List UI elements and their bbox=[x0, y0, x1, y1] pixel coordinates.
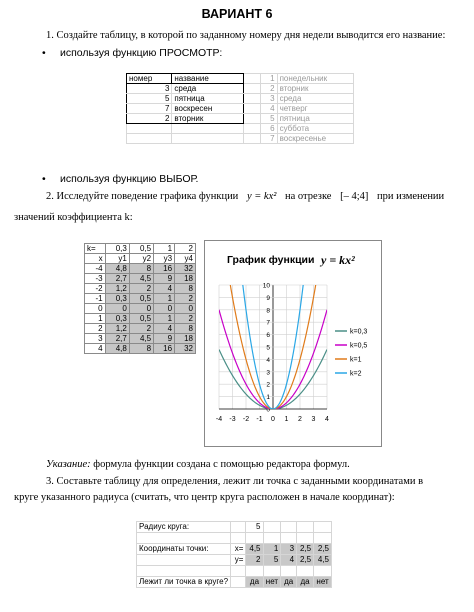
answer-cell: да bbox=[297, 577, 314, 588]
task2-text-c: при изменении bbox=[377, 191, 445, 202]
table-row bbox=[85, 324, 196, 334]
circle-table bbox=[136, 521, 332, 588]
legend-label: k=2 bbox=[350, 370, 362, 378]
answer-cell: нет bbox=[314, 577, 332, 588]
empty-cell bbox=[172, 124, 244, 134]
y-cell: 2,7 bbox=[105, 274, 129, 284]
x-tick-label: 0 bbox=[271, 416, 275, 423]
day-number-cell: 3 bbox=[127, 84, 172, 94]
x-cell: -1 bbox=[85, 294, 106, 304]
radius-value: 5 bbox=[246, 522, 263, 533]
day-number-cell: 2 bbox=[127, 114, 172, 124]
task2-text-b: на отрезке bbox=[285, 191, 332, 202]
legend-label: k=0,5 bbox=[350, 342, 368, 350]
task1-bullet-lookup: • используя функцию ПРОСМОТР: bbox=[60, 47, 222, 59]
y-tick-label: 3 bbox=[266, 369, 270, 377]
empty-cell bbox=[246, 533, 263, 544]
list-day-name: воскресенье bbox=[277, 134, 353, 144]
y-cell: 2,7 bbox=[105, 334, 129, 344]
y-tick-label: 1 bbox=[266, 394, 270, 402]
chart-title-formula: y = kx² bbox=[321, 253, 355, 267]
empty-cell bbox=[244, 74, 261, 84]
task2-interval: [– 4;4] bbox=[340, 191, 369, 202]
table-row bbox=[127, 74, 354, 84]
y-cell: 18 bbox=[175, 334, 196, 344]
y-label: y= bbox=[231, 555, 246, 566]
table-row bbox=[127, 134, 354, 144]
empty-cell bbox=[231, 577, 246, 588]
y-cell: 2 bbox=[129, 324, 153, 334]
y-cell: 4,8 bbox=[105, 264, 129, 274]
header-cell: y2 bbox=[129, 254, 153, 264]
list-day-name: пятница bbox=[277, 114, 353, 124]
table-row bbox=[127, 84, 354, 94]
empty-cell bbox=[263, 522, 281, 533]
x-label: x= bbox=[231, 544, 246, 555]
x-cell: 0 bbox=[85, 304, 106, 314]
y-cell: 4,8 bbox=[105, 344, 129, 354]
x-tick-label: 2 bbox=[298, 416, 302, 423]
empty-cell bbox=[137, 533, 231, 544]
y-cell: 16 bbox=[154, 344, 175, 354]
list-day-number: 1 bbox=[260, 74, 277, 84]
note-text: формула функции создана с помощью редактора формул. bbox=[93, 459, 350, 470]
empty-cell bbox=[314, 566, 332, 577]
empty-cell bbox=[297, 533, 314, 544]
empty-cell bbox=[263, 533, 281, 544]
list-day-number: 3 bbox=[260, 94, 277, 104]
table-row bbox=[85, 294, 196, 304]
y-cell: 9 bbox=[154, 274, 175, 284]
y-cell: 2 bbox=[175, 314, 196, 324]
task2-text-a: 2. Исследуйте поведение графика функции bbox=[46, 191, 239, 202]
y-cell: 18 bbox=[175, 274, 196, 284]
list-day-number: 2 bbox=[260, 84, 277, 94]
y-value: 4 bbox=[281, 555, 297, 566]
coords-label: Координаты точки: bbox=[137, 544, 231, 555]
empty-cell bbox=[244, 84, 261, 94]
table-row bbox=[137, 544, 332, 555]
table-row bbox=[85, 334, 196, 344]
header-cell: название bbox=[172, 74, 244, 84]
list-day-number: 6 bbox=[260, 124, 277, 134]
y-value: 2 bbox=[246, 555, 263, 566]
x-value: 2,5 bbox=[314, 544, 332, 555]
y-cell: 0 bbox=[129, 304, 153, 314]
y-cell: 16 bbox=[154, 264, 175, 274]
y-cell: 8 bbox=[175, 284, 196, 294]
table-row bbox=[127, 114, 354, 124]
page-title: ВАРИАНТ 6 bbox=[201, 7, 273, 21]
y-cell: 4 bbox=[154, 324, 175, 334]
y-cell: 8 bbox=[175, 324, 196, 334]
table-row bbox=[85, 284, 196, 294]
x-cell: -3 bbox=[85, 274, 106, 284]
y-cell: 2 bbox=[129, 284, 153, 294]
radius-label: Радиус круга: bbox=[137, 522, 231, 533]
empty-cell bbox=[244, 104, 261, 114]
x-value: 3 bbox=[281, 544, 297, 555]
y-tick-label: 0 bbox=[266, 406, 270, 414]
empty-cell bbox=[231, 522, 246, 533]
y-cell: 8 bbox=[129, 344, 153, 354]
parabola-chart bbox=[205, 241, 381, 446]
x-tick-label: -3 bbox=[229, 416, 236, 423]
empty-cell bbox=[281, 533, 297, 544]
y-tick-label: 7 bbox=[266, 319, 270, 327]
x-cell: 1 bbox=[85, 314, 106, 324]
answer-cell: нет bbox=[263, 577, 281, 588]
legend-label: k=0,3 bbox=[350, 328, 368, 336]
chart-panel bbox=[204, 240, 382, 447]
table-row bbox=[85, 274, 196, 284]
note-line bbox=[46, 457, 466, 473]
empty-cell bbox=[231, 533, 246, 544]
day-name-cell: среда bbox=[172, 84, 244, 94]
x-value: 1 bbox=[263, 544, 281, 555]
y-cell: 1,2 bbox=[105, 324, 129, 334]
y-cell: 1 bbox=[154, 314, 175, 324]
list-day-name: вторник bbox=[277, 84, 353, 94]
empty-cell bbox=[314, 522, 332, 533]
lookup-table bbox=[126, 73, 354, 144]
table-row bbox=[137, 522, 332, 533]
table-row bbox=[85, 264, 196, 274]
header-cell: y4 bbox=[175, 254, 196, 264]
x-tick-label: 1 bbox=[284, 416, 289, 423]
empty-cell bbox=[281, 522, 297, 533]
y-cell: 4,5 bbox=[129, 334, 153, 344]
list-day-number: 7 bbox=[260, 134, 277, 144]
x-cell: -4 bbox=[85, 264, 106, 274]
empty-cell bbox=[297, 566, 314, 577]
x-value: 2,5 bbox=[297, 544, 314, 555]
empty-cell bbox=[244, 94, 261, 104]
table-row bbox=[127, 124, 354, 134]
task2-line2: значений коэффициента k: bbox=[14, 212, 133, 223]
task2-formula: y = kx² bbox=[246, 191, 277, 202]
empty-cell bbox=[137, 555, 231, 566]
question-label: Лежит ли точка в круге? bbox=[137, 577, 231, 588]
empty-cell bbox=[297, 522, 314, 533]
x-tick-label: 3 bbox=[311, 416, 316, 423]
y-tick-label: 8 bbox=[266, 307, 270, 315]
table-row bbox=[137, 533, 332, 544]
k-value-cell: 0,5 bbox=[129, 244, 153, 254]
list-day-name: суббота bbox=[277, 124, 353, 134]
empty-cell bbox=[244, 124, 261, 134]
x-tick-label: 4 bbox=[325, 416, 329, 423]
header-cell: y1 bbox=[105, 254, 129, 264]
y-tick-label: 4 bbox=[266, 356, 270, 364]
header-cell: x bbox=[85, 254, 106, 264]
table-row bbox=[85, 344, 196, 354]
y-cell: 8 bbox=[129, 264, 153, 274]
note-label: Указание: bbox=[46, 459, 91, 470]
header-cell: y3 bbox=[154, 254, 175, 264]
empty-cell bbox=[244, 134, 261, 144]
table-row bbox=[85, 314, 196, 324]
list-day-name: среда bbox=[277, 94, 353, 104]
day-name-cell: пятница bbox=[172, 94, 244, 104]
k-label-cell: k= bbox=[85, 244, 106, 254]
x-cell: 4 bbox=[85, 344, 106, 354]
task3-line2: круге указанного радиуса (считать, что центр круга расположен в начале координат): bbox=[14, 492, 395, 503]
y-cell: 0 bbox=[154, 304, 175, 314]
y-cell: 4 bbox=[154, 284, 175, 294]
legend-label: k=1 bbox=[350, 356, 362, 364]
table-row bbox=[137, 555, 332, 566]
list-day-name: понедельник bbox=[277, 74, 353, 84]
function-table bbox=[84, 243, 196, 354]
day-name-cell: вторник bbox=[172, 114, 244, 124]
list-day-number: 5 bbox=[260, 114, 277, 124]
x-tick-label: -1 bbox=[256, 416, 263, 423]
empty-cell bbox=[246, 566, 263, 577]
table-row bbox=[85, 304, 196, 314]
y-cell: 9 bbox=[154, 334, 175, 344]
table-row bbox=[137, 577, 332, 588]
y-tick-label: 6 bbox=[266, 332, 270, 340]
y-cell: 0,3 bbox=[105, 314, 129, 324]
y-value: 5 bbox=[263, 555, 281, 566]
answer-cell: да bbox=[246, 577, 263, 588]
x-tick-label: -2 bbox=[242, 416, 250, 423]
table-row bbox=[127, 104, 354, 114]
empty-cell bbox=[314, 533, 332, 544]
y-tick-label: 5 bbox=[266, 344, 270, 352]
y-cell: 0,5 bbox=[129, 314, 153, 324]
empty-cell bbox=[127, 134, 172, 144]
x-cell: 2 bbox=[85, 324, 106, 334]
x-value: 4,5 bbox=[246, 544, 263, 555]
list-day-name: четверг bbox=[277, 104, 353, 114]
y-cell: 32 bbox=[175, 264, 196, 274]
chart-title: График функции bbox=[227, 254, 315, 266]
header-cell: номер bbox=[127, 74, 172, 84]
x-cell: 3 bbox=[85, 334, 106, 344]
y-cell: 0 bbox=[175, 304, 196, 314]
y-value: 4,5 bbox=[314, 555, 332, 566]
list-day-number: 4 bbox=[260, 104, 277, 114]
table-row bbox=[85, 254, 196, 264]
empty-cell bbox=[231, 566, 246, 577]
k-value-cell: 0,3 bbox=[105, 244, 129, 254]
answer-cell: да bbox=[281, 577, 297, 588]
table-row bbox=[137, 566, 332, 577]
task2-line1 bbox=[46, 189, 466, 205]
day-number-cell: 7 bbox=[127, 104, 172, 114]
empty-cell bbox=[281, 566, 297, 577]
y-cell: 0,5 bbox=[129, 294, 153, 304]
empty-cell bbox=[244, 114, 261, 124]
table-row bbox=[85, 244, 196, 254]
k-value-cell: 2 bbox=[175, 244, 196, 254]
empty-cell bbox=[263, 566, 281, 577]
task3-line1: 3. Составьте таблицу для определения, лежит ли точка с заданными координатами в bbox=[46, 476, 424, 487]
y-value: 2,5 bbox=[297, 555, 314, 566]
empty-cell bbox=[137, 566, 231, 577]
task1-text: 1. Создайте таблицу, в которой по заданному номеру дня недели выводится его название: bbox=[46, 30, 446, 41]
empty-cell bbox=[172, 134, 244, 144]
y-cell: 4,5 bbox=[129, 274, 153, 284]
task1-bullet-choose: • используя функцию ВЫБОР. bbox=[60, 173, 198, 185]
y-tick-label: 10 bbox=[262, 282, 270, 290]
y-cell: 0,3 bbox=[105, 294, 129, 304]
k-value-cell: 1 bbox=[154, 244, 175, 254]
empty-cell bbox=[127, 124, 172, 134]
x-cell: -2 bbox=[85, 284, 106, 294]
y-tick-label: 2 bbox=[266, 381, 270, 389]
y-cell: 32 bbox=[175, 344, 196, 354]
day-name-cell: воскресен bbox=[172, 104, 244, 114]
x-tick-label: -4 bbox=[215, 416, 223, 423]
day-number-cell: 5 bbox=[127, 94, 172, 104]
y-cell: 1,2 bbox=[105, 284, 129, 294]
y-cell: 2 bbox=[175, 294, 196, 304]
y-cell: 0 bbox=[105, 304, 129, 314]
y-tick-label: 9 bbox=[266, 294, 270, 302]
table-row bbox=[127, 94, 354, 104]
y-cell: 1 bbox=[154, 294, 175, 304]
